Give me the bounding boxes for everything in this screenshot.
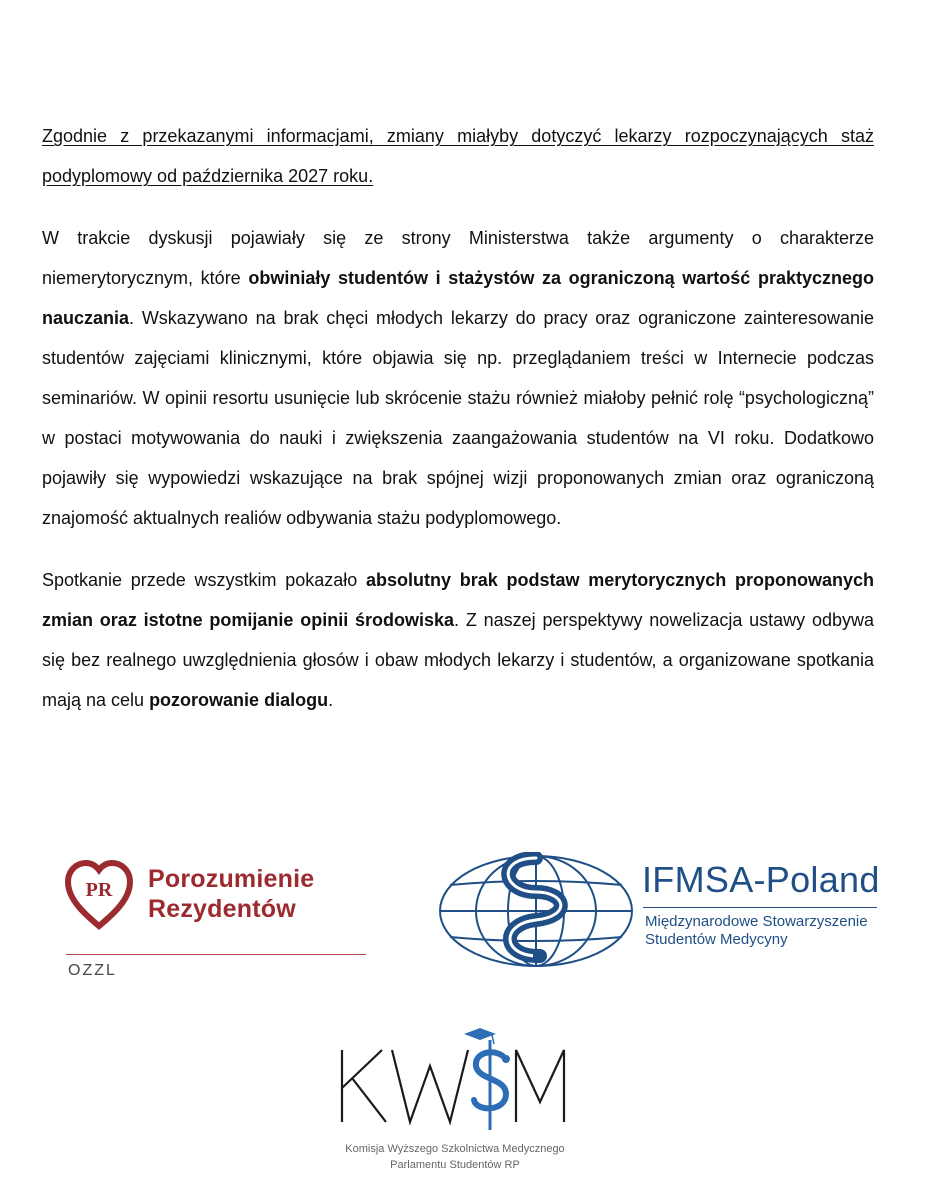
kwsm-sub-line2: Parlamentu Studentów RP (390, 1159, 520, 1171)
ifmsa-sub-line1: Międzynarodowe Stowarzyszenie (645, 913, 868, 930)
text-run: . Wskazywano na brak chęci młodych lekarzy do pracy oraz ograniczone zainteresowanie studentów zajęciami klinicznymi, które objawia się np. przeglądaniem treści w Internecie podczas seminariów. W opinii resortu usunięcie lub skrócenie stażu również miałoby pełnić rolę “psychologiczną” w postaci motywowania do nauki i zwiększenia zaangażowania studentów na VI roku. Dodatkowo pojawiły się wypowiedzi wskazujące na brak spójnej wizji proponowanych zmian oraz ograniczoną znajomość aktualnych realiów odbywania stażu podyplomowego. (42, 308, 874, 528)
text-run: . (328, 690, 334, 710)
pr-name-line2: Rezydentów (148, 895, 296, 923)
pr-divider (66, 954, 366, 955)
ifmsa-sub-line2: Studentów Medycyny (645, 931, 788, 948)
bold-text-run: pozorowanie dialogu (149, 690, 329, 710)
ifmsa-globe-icon (436, 852, 636, 970)
paragraph-3 (42, 560, 874, 720)
document-body (42, 116, 874, 742)
pr-name (148, 864, 314, 924)
ifmsa-poland-logo (436, 852, 886, 972)
bold-text-run: absolutny brak podstaw merytorycznych proponowanych zmian oraz istotne pomijanie opinii środowiska (42, 570, 874, 630)
pr-heart-icon (64, 858, 134, 930)
text-run: . Z naszej perspektywy nowelizacja ustawy odbywa się bez realnego uwzględnienia głosów i obaw młodych lekarzy i studentów, a organizowane spotkania mają na celu (42, 610, 874, 710)
ifmsa-divider (643, 907, 877, 908)
text-run: Spotkanie przede wszystkim pokazało (42, 570, 367, 590)
kwsm-logo (330, 1022, 580, 1182)
kwsm-mark (330, 1022, 580, 1134)
pr-name-line1: Porozumienie (148, 865, 315, 893)
bold-text-run: obwiniały studentów i stażystów za ograniczoną wartość praktycznego nauczania (42, 268, 874, 328)
pr-sub: OZZL (68, 962, 117, 979)
porozumienie-rezydentow-logo (62, 858, 368, 988)
ifmsa-title: IFMSA-Poland (642, 859, 880, 900)
pr-mark-text: PR (85, 879, 113, 901)
text-run: Zgodnie z przekazanymi informacjami, zmiany miałyby dotyczyć lekarzy rozpoczynających staż podyplomowy od października 2027 roku. (42, 126, 874, 186)
paragraph-1 (42, 116, 874, 196)
paragraph-2 (42, 218, 874, 538)
text-run: W trakcie dyskusji pojawiały się ze strony Ministerstwa także argumenty o charakterze niemerytorycznym, które (42, 228, 874, 288)
kwsm-sub-line1: Komisja Wyższego Szkolnictwa Medycznego (345, 1143, 565, 1155)
